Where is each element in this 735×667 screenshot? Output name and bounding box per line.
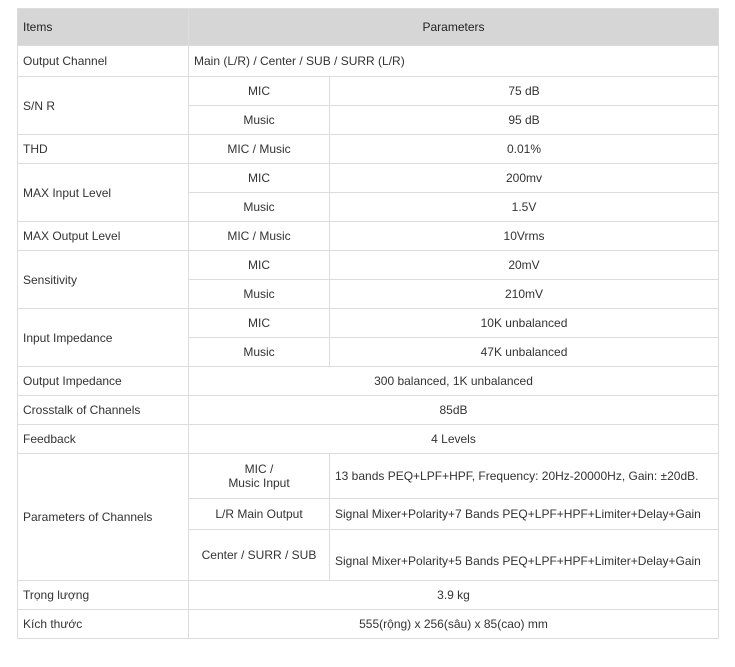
- row-sublabel: Music: [189, 280, 330, 309]
- table-row: [18, 309, 719, 338]
- row-value: 85dB: [189, 396, 719, 425]
- table-row: [18, 46, 719, 77]
- row-label: Output Impedance: [18, 367, 189, 396]
- row-sublabel: MIC: [189, 309, 330, 338]
- table-row: [18, 251, 719, 280]
- row-sublabel: MIC: [189, 251, 330, 280]
- table-row: [18, 425, 719, 454]
- row-label: MAX Input Level: [18, 164, 189, 222]
- row-value: 0.01%: [330, 135, 719, 164]
- table-row: [18, 396, 719, 425]
- header-parameters: Parameters: [189, 9, 719, 46]
- row-sublabel: MIC / Music: [189, 222, 330, 251]
- row-label: Trọng lượng: [18, 581, 189, 610]
- table-header-row: [18, 9, 719, 46]
- row-value: 95 dB: [330, 106, 719, 135]
- table-row: [18, 222, 719, 251]
- row-sublabel: Music: [189, 193, 330, 222]
- row-sublabel: Center / SURR / SUB: [189, 530, 330, 581]
- table-row: [18, 581, 719, 610]
- row-sublabel: MIC: [189, 164, 330, 193]
- row-label: S/N R: [18, 77, 189, 135]
- row-value: 3.9 kg: [189, 581, 719, 610]
- row-label: MAX Output Level: [18, 222, 189, 251]
- row-value: 300 balanced, 1K unbalanced: [189, 367, 719, 396]
- header-items: Items: [18, 9, 189, 46]
- table-row: [18, 610, 719, 639]
- row-label: Input Impedance: [18, 309, 189, 367]
- row-value: 200mv: [330, 164, 719, 193]
- row-value: 1.5V: [330, 193, 719, 222]
- row-value: 20mV: [330, 251, 719, 280]
- row-sublabel: MIC: [189, 77, 330, 106]
- row-label: THD: [18, 135, 189, 164]
- row-sublabel: Music: [189, 338, 330, 367]
- row-sublabel: L/R Main Output: [189, 499, 330, 530]
- row-label: Feedback: [18, 425, 189, 454]
- row-value: 47K unbalanced: [330, 338, 719, 367]
- row-value: Main (L/R) / Center / SUB / SURR (L/R): [189, 46, 719, 77]
- row-label: Crosstalk of Channels: [18, 396, 189, 425]
- row-value: Signal Mixer+Polarity+5 Bands PEQ+LPF+HPF+Limiter+Delay+Gain: [330, 530, 719, 581]
- row-label: Parameters of Channels: [18, 454, 189, 581]
- row-value: 10Vrms: [330, 222, 719, 251]
- table-row: [18, 135, 719, 164]
- row-value: 210mV: [330, 280, 719, 309]
- spec-table: [17, 8, 719, 639]
- table-row: [18, 164, 719, 193]
- row-label: Output Channel: [18, 46, 189, 77]
- table-row: [18, 454, 719, 499]
- row-sublabel: MIC / Music Input: [189, 454, 330, 499]
- row-value: Signal Mixer+Polarity+7 Bands PEQ+LPF+HPF+Limiter+Delay+Gain: [330, 499, 719, 530]
- row-sublabel: MIC / Music: [189, 135, 330, 164]
- row-value: 13 bands PEQ+LPF+HPF, Frequency: 20Hz-20000Hz, Gain: ±20dB.: [330, 454, 719, 499]
- row-value: 10K unbalanced: [330, 309, 719, 338]
- table-row: [18, 77, 719, 106]
- row-value: 4 Levels: [189, 425, 719, 454]
- row-value: 555(rộng) x 256(sâu) x 85(cao) mm: [189, 610, 719, 639]
- row-value: 75 dB: [330, 77, 719, 106]
- table-row: [18, 367, 719, 396]
- row-sublabel: Music: [189, 106, 330, 135]
- row-label: Sensitivity: [18, 251, 189, 309]
- row-label: Kích thước: [18, 610, 189, 639]
